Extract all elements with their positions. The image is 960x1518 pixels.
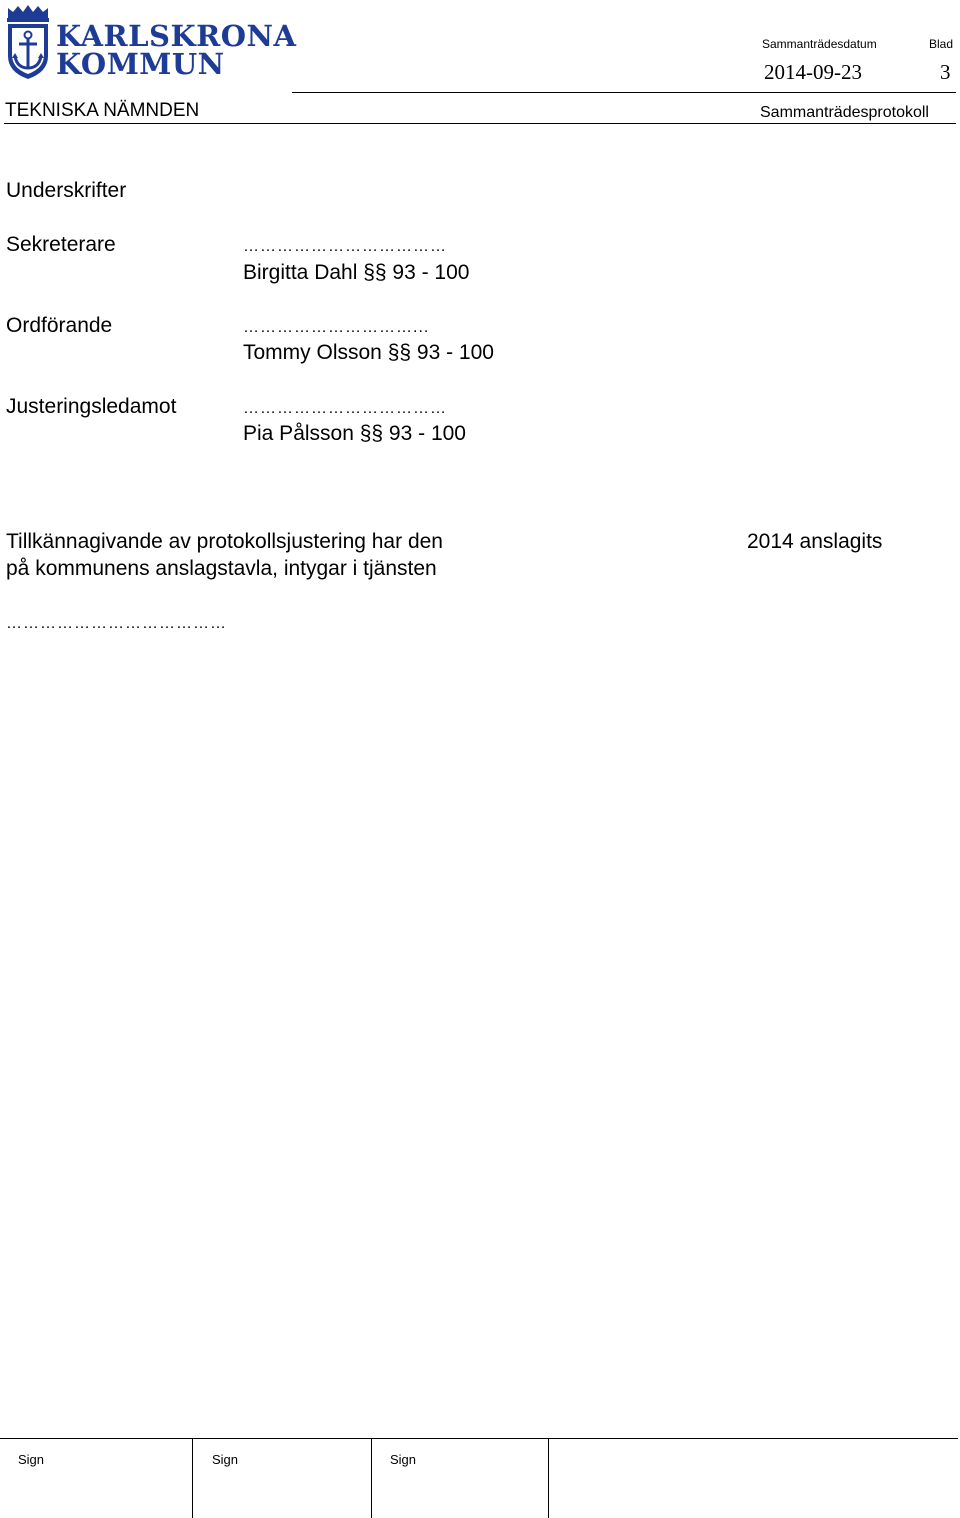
department-name: TEKNISKA NÄMNDEN [5,100,200,121]
footer-divider [0,1438,958,1439]
signatures-heading: Underskrifter [6,179,127,202]
header-divider [292,92,956,93]
signatory-name: Tommy Olsson §§ 93 - 100 [243,341,494,364]
footer-column-separator [192,1438,193,1518]
role-adjuster: Justeringsledamot [6,395,177,418]
signatory-name: Pia Pålsson §§ 93 - 100 [243,422,466,445]
document-type: Sammanträdesprotokoll [760,104,929,121]
meeting-date: 2014-09-23 [764,60,862,84]
meeting-date-label: Sammanträdesdatum [762,37,877,51]
role-chair: Ordförande [6,314,113,337]
anchor-crest-icon [4,4,52,80]
sign-field-3: Sign [390,1452,417,1467]
department-divider [4,123,956,124]
karlskrona-kommun-logo [4,4,304,82]
announcement-date-suffix: 2014 anslagits [747,530,883,553]
sign-field-1: Sign [18,1452,45,1467]
signature-line: ……………………………… [243,400,447,417]
signatory-name: Birgitta Dahl §§ 93 - 100 [243,261,470,284]
announcement-line-2: på kommunens anslagstavla, intygar i tjänsten [6,557,437,580]
page-label: Blad [929,37,954,51]
announcement-line-1: Tillkännagivande av protokollsjustering har den [6,530,443,553]
footer-column-separator [371,1438,372,1518]
logo-line-2: KOMMUN [56,47,225,81]
signature-line: ……………………………… [243,238,447,255]
page-number: 3 [940,60,951,84]
role-secretary: Sekreterare [6,233,116,256]
announcement-signature-line: ………………………………… [6,615,227,632]
sign-field-2: Sign [212,1452,239,1467]
logo-line-1: KARLSKRONA [56,19,297,53]
signature-line: …………………………... [243,319,430,336]
footer-column-separator [548,1438,549,1518]
